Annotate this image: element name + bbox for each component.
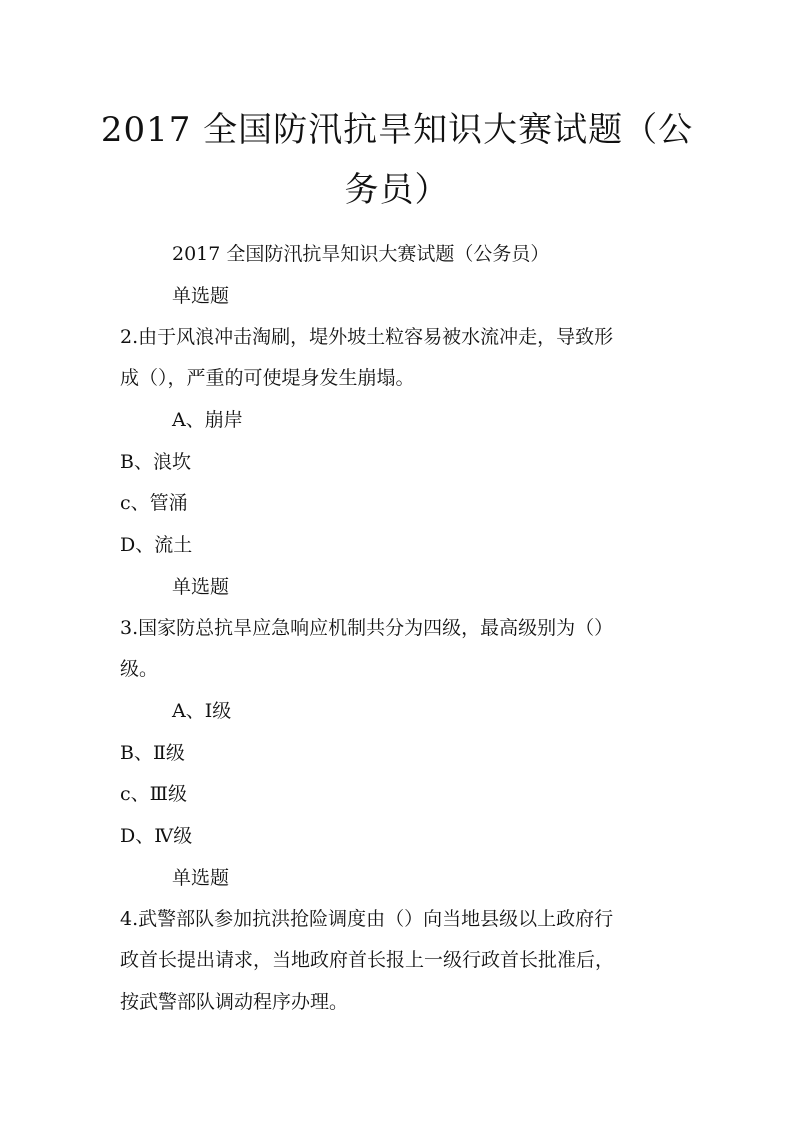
answer-option-a: A、Ⅰ级 [172,700,232,722]
answer-option-c: c、Ⅲ级 [120,783,187,805]
answer-option-c: c、管涌 [120,492,188,514]
answer-option-b: B、浪坎 [120,451,191,473]
document-title-line-2: 务员） [344,170,450,210]
question-type-label: 单选题 [172,576,230,598]
question-text-continued: 级。 [120,658,159,680]
answer-option-d: D、Ⅳ级 [120,825,193,847]
question-text-continued: 成（），严重的可使堤身发生崩塌。 [120,367,415,389]
answer-option-a: A、崩岸 [172,409,243,431]
question-text: 3.国家防总抗旱应急响应机制共分为四级，最高级别为（） [120,617,614,639]
document-title-line-1: 2017 全国防汛抗旱知识大赛试题（公 [100,110,694,150]
question-type-label: 单选题 [172,285,230,307]
answer-option-d: D、流土 [120,534,193,556]
question-text: 2.由于风浪冲击淘刷，堤外坡土粒容易被水流冲走，导致形 [120,326,614,348]
answer-option-b: B、Ⅱ级 [120,742,185,764]
question-type-label: 单选题 [172,867,230,889]
question-text-continued: 按武警部队调动程序办理。 [120,991,349,1013]
question-text: 4.武警部队参加抗洪抢险调度由（）向当地县级以上政府行 [120,908,614,930]
question-text-continued: 政首长提出请求，当地政府首长报上一级行政首长批准后， [120,949,615,971]
document-subtitle: 2017 全国防汛抗旱知识大赛试题（公务员） [172,243,550,265]
